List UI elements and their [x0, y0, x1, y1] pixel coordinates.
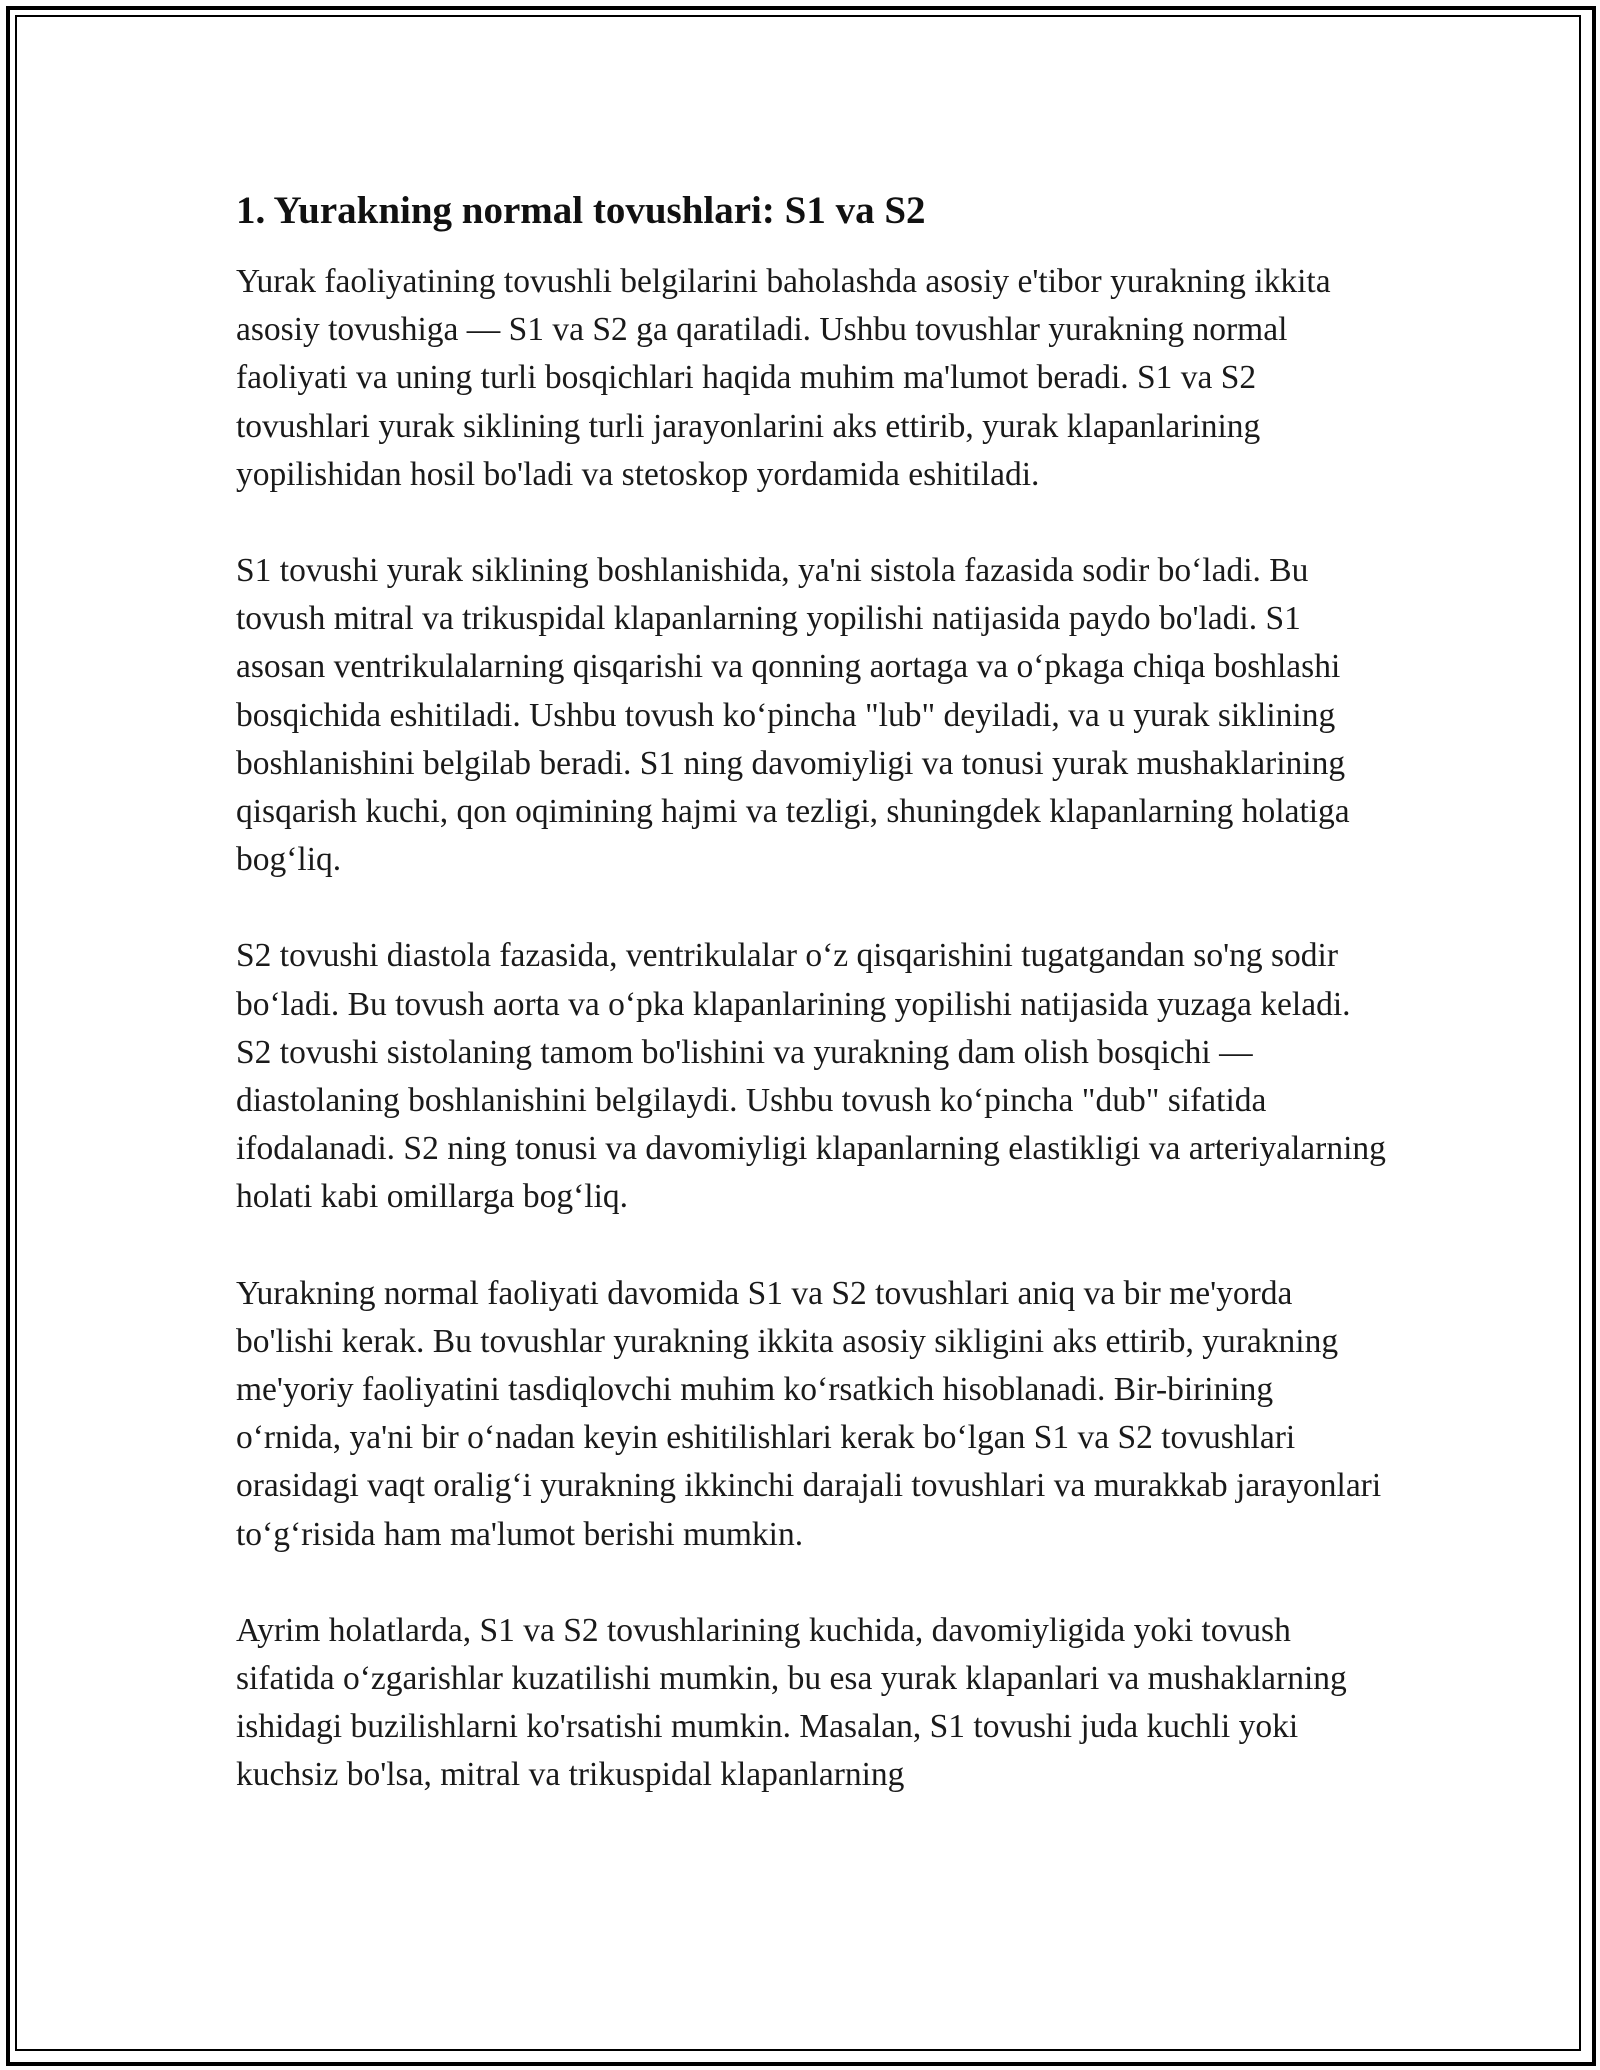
- section-heading: 1. Yurakning normal tovushlari: S1 va S2: [236, 189, 926, 232]
- document-page: [236, 185, 1386, 1848]
- paragraph-changes: Ayrim holatlarda, S1 va S2 tovushlarining kuchida, davomiyligida yoki tovush sifatida oʻzgarishlar kuzatilishi mumkin, bu esa yurak klapanlari va mushaklarning ishidagi buzilishlarni ko'rsatishi mumkin. Masalan, S1 tovushi juda kuchli yoki kuchsiz bo'lsa, mitral va trikuspidal klapanlarning: [236, 1611, 1347, 1794]
- paragraph-normal-activity: Yurakning normal faoliyati davomida S1 va S2 tovushlari aniq va bir me'yorda bo'lishi kerak. Bu tovushlar yurakning ikkita asosiy sikligini aks ettirib, yurakning me'yoriy faoliyatini tasdiqlovchi muhim koʻrsatkich hisoblanadi. Bir-birining oʻrnida, ya'ni bir oʻnadan keyin eshitilishlari kerak boʻlgan S1 va S2 tovushlari orasidagi vaqt oraligʻi yurakning ikkinchi darajali tovushlari va murakkab jarayonlari toʻgʻrisida ham ma'lumot berishi mumkin.: [236, 1274, 1382, 1553]
- paragraph-intro: Yurak faoliyatining tovushli belgilarini baholashda asosiy e'tibor yurakning ikkita asosiy tovushiga — S1 va S2 ga qaratiladi. Ushbu tovushlar yurakning normal faoliyati va uning turli bosqichlari haqida muhim ma'lumot beradi. S1 va S2 tovushlari yurak siklining turli jarayonlarini aks ettirib, yurak klapanlarining yopilishidan hosil bo'ladi va stetoskop yordamida eshitiladi.: [236, 263, 1331, 493]
- paragraph-s1: S1 tovushi yurak siklining boshlanishida, ya'ni sistola fazasida sodir boʻladi. Bu tovush mitral va trikuspidal klapanlarning yopilishi natijasida paydo bo'ladi. S1 asosan ventrikulalarning qisqarishi va qonning aortaga va oʻpkaga chiqa boshlashi bosqichida eshitiladi. Ushbu tovush koʻpincha "lub" deyiladi, va u yurak siklining boshlanishini belgilab beradi. S1 ning davomiyligi va tonusi yurak mushaklarining qisqarish kuchi, qon oqimining hajmi va tezligi, shuningdek klapanlarning holatiga bogʻliq.: [236, 552, 1350, 879]
- paragraph-s2: S2 tovushi diastola fazasida, ventrikulalar oʻz qisqarishini tugatgandan so'ng sodir boʻladi. Bu tovush aorta va oʻpka klapanlarining yopilishi natijasida yuzaga keladi. S2 tovushi sistolaning tamom bo'lishini va yurakning dam olish bosqichi — diastolaning boshlanishini belgilaydi. Ushbu tovush koʻpincha "dub" sifatida ifodalanadi. S2 ning tonusi va davomiyligi klapanlarning elastikligi va arteriyalarning holati kabi omillarga bogʻliq.: [236, 937, 1386, 1216]
